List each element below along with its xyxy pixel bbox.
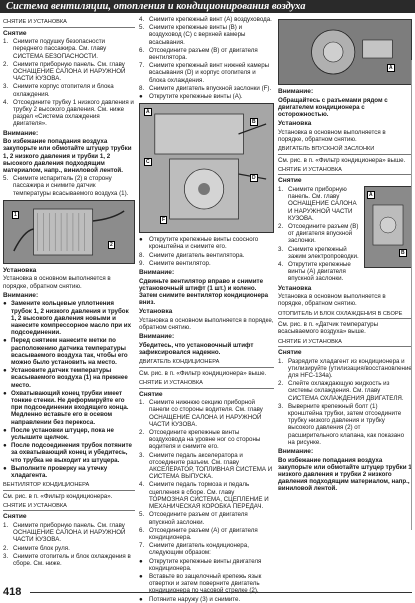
steps-list — [139, 236, 274, 267]
column-3 — [278, 16, 412, 582]
steps-list — [3, 175, 135, 197]
page-title: Система вентиляции, отопления и кондиционирования воздуха — [6, 1, 306, 12]
bullet-text: Перед снятием нанесите метки по расположению датчика температуры всасываемого воздуха так, чтобы его можно было установить на место. — [11, 337, 128, 366]
section-heading: СНЯТИЕ И УСТАНОВКА — [3, 503, 135, 512]
paragraph: См. рис. в п. «Датчик температуры всасываемого воздуха» выше. — [278, 321, 379, 336]
callout-label: C — [146, 159, 150, 166]
list-item-marker: 2. — [278, 380, 284, 388]
bullet-item — [3, 337, 135, 366]
list-item-text: Отсоедините крепежные винты воздуховода на уровне ног со стороны водителя и снимите его. — [149, 429, 261, 451]
warning-text: Обращайтесь с разъемами рядом с двигателем кондиционера с осторожностью. — [278, 96, 388, 118]
bullet-item — [3, 300, 135, 336]
section-heading: СНЯТИЕ И УСТАНОВКА — [278, 339, 412, 348]
list-item-text: Отсоедините разъем (А) от двигателя кондиционера. — [149, 526, 258, 541]
blower-photo — [139, 103, 274, 233]
section-heading: СНЯТИЕ И УСТАНОВКА — [139, 380, 274, 389]
list-item — [3, 553, 135, 567]
list-item-text: Потяните наружу (3) и снимите. — [149, 595, 241, 603]
list-item-marker: 1. — [278, 186, 284, 193]
list-item-marker: 3. — [139, 451, 145, 459]
list-item — [139, 542, 274, 556]
bullet-text: После подсоединения трубок потяните за охватывающий конец и убедитесь, что трубка не выходит из штуцера. — [11, 442, 132, 464]
bullet-item — [3, 390, 135, 426]
list-item-marker: 7. — [139, 542, 145, 550]
callout-label: A — [146, 109, 150, 116]
list-item-text: Снимите двигатель впускной заслонки (F). — [149, 84, 272, 92]
list-item-marker: 2. — [139, 429, 145, 437]
list-item — [278, 246, 362, 260]
list-item — [278, 380, 412, 402]
bullet-text: Установите датчик температуры всасываемого воздуха (1) на прежнее место. — [11, 367, 128, 389]
list-item — [3, 99, 135, 128]
list-item — [278, 358, 412, 380]
bullet-icon: ● — [3, 367, 7, 375]
list-item-marker: 5. — [3, 175, 9, 183]
list-item-text: Снимите подушку безопасности переднего пассажира. См. главу СИСТЕМА БЕЗОПАСНОСТИ. — [13, 38, 107, 60]
list-item-marker: ● — [139, 93, 143, 101]
bullet-icon: ● — [3, 300, 7, 308]
list-item — [139, 24, 274, 46]
list-item — [3, 175, 135, 197]
warning-text: Во избежание попадания воздуха закупорьте или обмотайте штуцер трубки 1, 2 низкого давления и трубки 1, 2 высокого давления подходящим материалом, напр., виниловой лентой. — [3, 138, 132, 174]
paragraph: Установка в основном выполняется в порядке, обратном снятию. — [3, 275, 111, 290]
section-heading: ОТОПИТЕЛЬ И БЛОК ОХЛАЖДЕНИЯ В СБОРЕ — [278, 311, 412, 320]
footer-rule — [30, 592, 412, 593]
list-item — [278, 186, 362, 222]
warning-text: Во избежание попадания воздуха закупорьте или обмотайте штуцер трубки 1 низкого давления и трубки 2 низкого давления подходящим материалом, напр., виниловой лентой. — [278, 456, 412, 493]
callout-label: B — [252, 119, 256, 126]
list-item-marker: 1. — [3, 38, 9, 46]
list-item — [139, 558, 274, 572]
list-item — [3, 545, 135, 552]
list-item-text: Открутите крепежные винты (А). — [149, 93, 243, 101]
subheading-install: Установка — [278, 120, 312, 128]
list-item-text: Открутите крепежные винты двигателя кондиционера. — [149, 557, 262, 572]
list-item — [139, 47, 274, 61]
subheading-removal: Снятие — [278, 177, 302, 185]
attention-heading: Внимание: — [278, 88, 314, 95]
list-item — [139, 511, 274, 525]
list-item — [139, 399, 274, 428]
list-item-marker: 1. — [278, 357, 284, 365]
intake-door-photo — [364, 186, 412, 268]
list-item — [139, 16, 274, 23]
subheading-removal: Снятие — [139, 390, 163, 398]
list-item — [3, 522, 135, 544]
list-item-text: Снимите двигатель кондиционера, следующим образом: — [149, 542, 249, 557]
list-item-text: Отсоедините разъем (В) от двигателя впускной заслонки. — [288, 223, 359, 245]
motor-illustration — [279, 20, 411, 84]
subheading-install: Установка — [278, 284, 312, 292]
list-item — [139, 527, 274, 541]
section-heading: ВЕНТИЛЯТОР КОНДИЦИОНЕРА — [3, 482, 135, 491]
bullet-icon: ● — [3, 442, 7, 450]
list-item-text: Снимите крепежные винты (В) и воздуховод (С) с верхней камеры всасывания. — [149, 24, 246, 46]
page-edge-strip — [411, 60, 415, 530]
list-item-marker: 4. — [278, 261, 284, 269]
list-item-text: Снимите крепежный винт нижней камеры всасывания (D) и корпус отопителя и блока охлаждения. — [149, 62, 270, 84]
list-item — [3, 83, 135, 97]
steps-list — [278, 358, 412, 446]
warning-text: Сдвиньте вентилятор вправо и снимите установочный штифт (1 шт.) и колено. Затем снимите вентилятор кондиционера вниз. — [139, 277, 269, 307]
list-item-text: Снимите блок руля. — [13, 544, 70, 552]
list-item-text: Отсоедините трубку 1 низкого давления и трубку 2 высокого давления. См. ниже раздел «Система охлаждения двигателя». — [13, 98, 134, 128]
paragraph: Установка в основном выполняется в порядке, обратном снятию. — [278, 128, 386, 143]
subheading-removal: Снятие — [3, 29, 27, 37]
list-item-marker: 1. — [139, 399, 145, 407]
subheading-install: Установка — [139, 308, 173, 316]
list-item — [3, 38, 135, 60]
list-item-text: Снимите приборную панель. См. главу ОСНАЩЕНИЕ САЛОНА И НАРУЖНОЙ ЧАСТИ КУЗОВА. — [13, 522, 126, 544]
attention-heading: Внимание: — [3, 291, 39, 299]
list-item — [139, 85, 274, 92]
list-item-text: Разрядите хладагент из кондиционера и утилизируйте (утилизация/восстановление для HFC-134a). — [288, 357, 412, 380]
bullet-item — [3, 367, 135, 389]
list-item-text: Снимите педаль тормоза и педаль сцепления в сборе. См. главу ТОРМОЗНАЯ СИСТЕМА, СЦЕПЛЕНИЕ И МЕХАНИЧЕСКАЯ КОРОБКА ПЕРЕДАЧ. — [149, 481, 269, 511]
bullet-icon: ● — [3, 337, 7, 345]
page-header — [0, 0, 415, 13]
list-item-text: Выверните крепежный болт (1) кронштейна трубки, затем отсоедините трубку низкого давления и трубку высокого давления (2) от расширительного клапана, как показано на рисунке. — [288, 402, 405, 446]
list-item-marker: 8. — [139, 251, 145, 259]
list-item-marker: ● — [139, 595, 143, 603]
bullet-text: Выполните проверку на утечку хладагента. — [11, 464, 108, 480]
attention-heading: Внимание: — [139, 269, 175, 277]
list-item-text: Снимите педаль акселератора и отсоедините разъем. См. главу АКСЕЛЕРАТОР, ТОПЛИВНАЯ СИСТЕМА И СИСТЕМА ВЫПУСКА. — [149, 451, 273, 481]
list-item-text: Снимите вентилятор. — [149, 259, 211, 267]
list-item-marker: 3. — [3, 552, 9, 560]
bullet-icon: ● — [3, 389, 7, 397]
list-item-marker: 2. — [278, 223, 284, 231]
list-item — [139, 62, 274, 84]
list-item-marker: 1. — [3, 522, 9, 530]
callout-label: B — [401, 250, 405, 256]
callout-label: 1 — [14, 211, 17, 218]
warning-text: Убедитесь, что установочный штифт зафиксировался надежно. — [139, 342, 254, 357]
list-item-marker: 5. — [139, 24, 145, 32]
paragraph: Установка в основном выполняется в порядке, обратном снятию. — [139, 317, 274, 332]
list-item-text: Вставьте во защелочный крепежь язык отвертки и затем поверните двигатель кондиционера по часовой стрелке (2). — [149, 572, 262, 595]
list-item-marker: 4. — [139, 16, 145, 23]
evaporator-illustration — [4, 201, 134, 263]
subheading-install: Установка — [3, 266, 37, 274]
callout-label: 2 — [110, 241, 113, 248]
list-item — [139, 452, 274, 481]
list-item-marker: 4. — [139, 481, 145, 489]
list-item-marker: ● — [139, 236, 143, 244]
list-item — [139, 93, 274, 100]
list-item-marker: 3. — [278, 245, 284, 253]
steps-list — [139, 399, 274, 602]
paragraph: См. рис. в п. «Фильтр кондиционера» выше. — [278, 156, 406, 164]
subheading-removal: Снятие — [278, 349, 302, 357]
list-item — [278, 261, 362, 283]
bullet-list — [3, 300, 135, 479]
list-item-text: Снимите двигатель вентилятора. — [149, 251, 245, 259]
evaporator-photo — [3, 200, 135, 264]
list-item-marker: 3. — [278, 402, 284, 410]
list-item — [139, 260, 274, 267]
list-item-text: Снимите испаритель (2) в сторону пассажира и снимите датчик температуры всасываемого воздуха (1). — [13, 175, 129, 197]
list-item — [139, 252, 274, 259]
list-item-text: Снимите приборную панель. См. главу ОСНАЩЕНИЕ САЛОНА И НАРУЖНОЙ ЧАСТИ КУЗОВА. — [288, 186, 357, 222]
bullet-icon: ● — [3, 464, 7, 472]
paragraph: Установка в основном выполняется в порядке, обратном снятию. — [278, 293, 386, 308]
column-2 — [139, 16, 274, 603]
list-item-marker: 4. — [3, 98, 9, 106]
bullet-text: Охватывающий конец трубки имеет тонкие стенки. Не деформируйте его при подсоединении входящего конца. Медленно вставьте его в осевом направлении без перекоса. — [11, 389, 129, 426]
intake-steps-wrap — [278, 186, 412, 283]
section-heading: ДВИГАТЕЛЬ ВПУСКНОЙ ЗАСЛОНКИ — [278, 146, 412, 155]
list-item-text: Открутите крепежные винты соосного кронштейна и снимите его. — [149, 236, 259, 251]
page-number: 418 — [3, 586, 22, 598]
bullet-item — [3, 442, 135, 464]
list-item-marker: 2. — [3, 544, 9, 552]
list-item — [278, 223, 362, 245]
bullet-icon: ● — [3, 426, 7, 434]
bullet-item — [3, 427, 135, 441]
list-item-text: Снимите приборную панель. См. главу ОСНАЩЕНИЕ САЛОНА И НАРУЖНОЙ ЧАСТИ КУЗОВА. — [13, 60, 126, 83]
section-heading: СНЯТИЕ И УСТАНОВКА — [278, 167, 412, 176]
bullet-item — [3, 465, 135, 479]
attention-heading: Внимание: — [3, 129, 39, 137]
list-item-text: Слейте охлаждающую жидкость из системы охлаждения. См. главу СИСТЕМА ОХЛАЖДЕНИЯ ДВИГАТЕЛЯ. — [288, 380, 404, 402]
list-item-marker: 2. — [3, 60, 9, 68]
list-item-marker: 9. — [139, 259, 145, 267]
list-item-text: Снимите крепежный винт (А) воздуховода. — [149, 16, 272, 23]
list-item — [139, 481, 274, 510]
list-item-text: Снимите корпус отопителя и блока охлаждения. — [13, 83, 114, 98]
list-item-marker: 3. — [3, 83, 9, 91]
section-heading: ДВИГАТЕЛЬ КОНДИЦИОНЕРА — [139, 359, 274, 368]
list-item-text: Снимите нижнюю секцию приборной панели со стороны водителя. См. главу ОСНАЩЕНИЕ САЛОНА И НАРУЖНОЙ ЧАСТИ КУЗОВА. — [149, 399, 263, 428]
list-item-marker: 8. — [139, 84, 145, 92]
list-item-marker: 5. — [139, 511, 145, 519]
list-item-marker: 7. — [139, 62, 145, 70]
steps-list — [278, 186, 362, 283]
subheading-removal: Снятие — [3, 513, 27, 521]
callout-label: A — [389, 65, 393, 71]
list-item-marker: ● — [139, 572, 143, 580]
steps-list — [3, 522, 135, 567]
callout-label: D — [252, 175, 256, 182]
list-item — [139, 429, 274, 451]
list-item-text: Снимите отопитель и блок охлаждения в сборе. См. ниже. — [13, 552, 131, 568]
bullet-text: После установки штуцер, пока не услышите щелчок. — [11, 426, 114, 441]
paragraph: См. рис. в п. «Фильтр кондиционера». — [3, 492, 113, 500]
list-item — [139, 236, 274, 250]
steps-list — [3, 38, 135, 127]
column-1 — [3, 16, 135, 582]
list-item-text: Открутите крепежные винты (А) двигателя впускной заслонки. — [288, 261, 351, 283]
attention-heading: Внимание: — [139, 333, 175, 341]
list-item-text: Снимите крепежный зажим электропроводки. — [288, 245, 359, 260]
list-item — [139, 596, 274, 603]
motor-photo — [278, 19, 412, 85]
list-item — [3, 61, 135, 83]
steps-list — [139, 16, 274, 100]
bullet-text: Замените кольцевые уплотнения трубок 1, 2 низкого давления и трубок 1, 2 высокого давления новыми и нанесите компрессорное масло при их подсоединении. — [11, 300, 132, 337]
callout-label: A — [369, 192, 373, 198]
section-heading: СНЯТИЕ И УСТАНОВКА — [3, 19, 135, 28]
attention-heading: Внимание: — [278, 448, 314, 456]
list-item-marker: ● — [139, 557, 143, 565]
paragraph: См. рис. в п. «Фильтр кондиционера» выше. — [139, 369, 267, 377]
list-item — [278, 403, 412, 446]
list-item-marker: 6. — [139, 526, 145, 534]
callout-label: F — [162, 217, 166, 224]
list-item-marker: 6. — [139, 46, 145, 54]
list-item-text: Отсоедините разъем (В) от двигателя вентилятора. — [149, 46, 258, 62]
list-item-text: Отсоедините разъем от двигателя впускной заслонки. — [149, 511, 248, 526]
